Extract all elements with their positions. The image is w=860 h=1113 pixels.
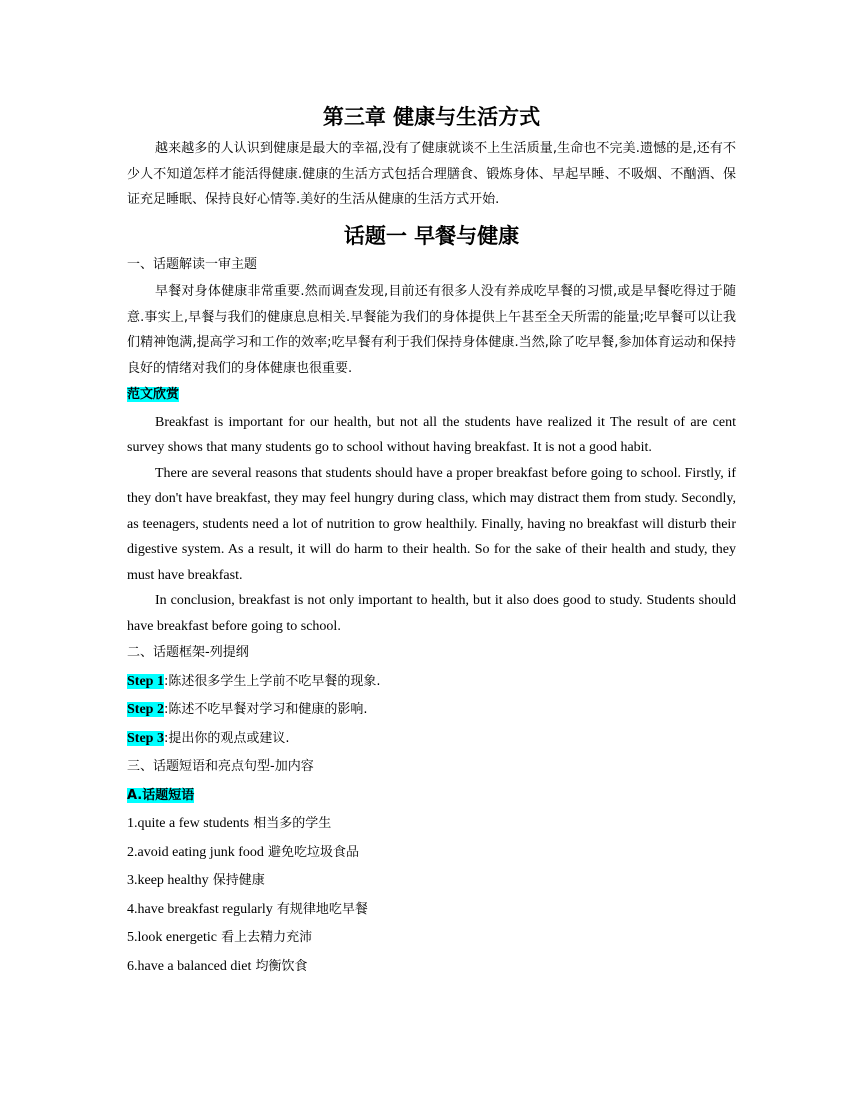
phrases-label-line <box>127 782 736 811</box>
essay-paragraph: In conclusion, breakfast is not only important to health, but it also does good to study. Students should have breakfast before going to school. <box>127 593 736 634</box>
phrase-en: 4.have breakfast regularly <box>127 901 273 917</box>
phrase-item <box>127 839 736 868</box>
phrase-item <box>127 867 736 896</box>
step-line <box>127 668 736 697</box>
section3-heading: 三、话题短语和亮点句型-加内容 <box>127 759 314 774</box>
phrase-zh: 均衡饮食 <box>251 958 308 974</box>
topic-title: 话题一 早餐与健康 <box>343 223 520 248</box>
phrase-en: 3.keep healthy <box>127 873 209 888</box>
chapter-title: 第三章 健康与生活方式 <box>322 105 541 129</box>
phrase-item <box>127 953 736 982</box>
phrase-item <box>127 810 736 839</box>
step-line <box>127 696 736 725</box>
phrase-en: 1.quite a few students <box>127 816 250 831</box>
phrase-zh: 相当多的学生 <box>249 816 332 831</box>
phrase-item <box>127 896 736 925</box>
section2-heading: 二、话题框架-列提纲 <box>127 645 249 660</box>
phrase-zh: 有规律地吃早餐 <box>272 901 368 917</box>
section1-heading: 一、话题解读一审主题 <box>127 256 258 272</box>
phrase-en: 6.have a balanced diet <box>127 958 252 974</box>
phrase-zh: 看上去精力充沛 <box>216 930 313 945</box>
step-line <box>127 725 736 754</box>
essay-paragraph: There are several reasons that students should have a proper breakfast before going to school. Firstly, if they don't have breakfast, they may feel hungry during class, which may distract them from study. Secondly, as teenagers, students need a lot of nutrition to grow healthily. Finally, having no breakfast will disturb their digestive system. As a result, it will do harm to their health. So for the sake of their health and study, they must have breakfast. <box>127 465 736 583</box>
model-essay-label-line <box>127 381 736 410</box>
section1-text: 早餐对身体健康非常重要.然而调查发现,目前还有很多人没有养成吃早餐的习惯,或是早餐吃得过于随意.事实上,早餐与我们的健康息息相关.早餐能为我们的身体提供上午甚至全天所需的能量;吃早餐可以让我们精神饱满,提高学习和工作的效率;吃早餐有利于我们保持身体健康.当然,除了吃早餐,参加体育运动和保持良好的情绪对我们的身体健康也很重要. <box>127 284 736 376</box>
document-page <box>127 98 736 981</box>
step-label: Step 1 <box>127 673 164 689</box>
step-text: :陈述不吃早餐对学习和健康的影响. <box>163 702 368 717</box>
phrase-zh: 保持健康 <box>208 873 265 888</box>
step-label: Step 3 <box>127 730 164 746</box>
step-text: :提出你的观点或建议. <box>163 730 290 746</box>
phrase-en: 5.look energetic <box>127 930 217 945</box>
step-text: :陈述很多学生上学前不吃早餐的现象. <box>163 673 381 689</box>
phrase-zh: 避免吃垃圾食品 <box>263 844 360 860</box>
phrase-item <box>127 924 736 953</box>
phrases-label: A.话题短语 <box>127 787 195 803</box>
model-essay-label: 范文欣赏 <box>127 387 180 402</box>
phrase-en: 2.avoid eating junk food <box>127 844 264 860</box>
chapter-intro: 越来越多的人认识到健康是最大的幸福,没有了健康就谈不上生活质量,生命也不完美.遗憾的是,还有不少人不知道怎样才能活得健康.健康的生活方式包括合理膳食、锻炼身体、早起早睡、不吸烟、不酗酒、保证充足睡眠、保持良好心情等.美好的生活从健康的生活方式开始. <box>127 141 736 207</box>
essay-paragraph: Breakfast is important for our health, but not all the students have realized it The result of are cent survey shows that many students go to school without having breakfast. It is not a good habit. <box>127 414 736 455</box>
step-label: Step 2 <box>127 702 164 717</box>
